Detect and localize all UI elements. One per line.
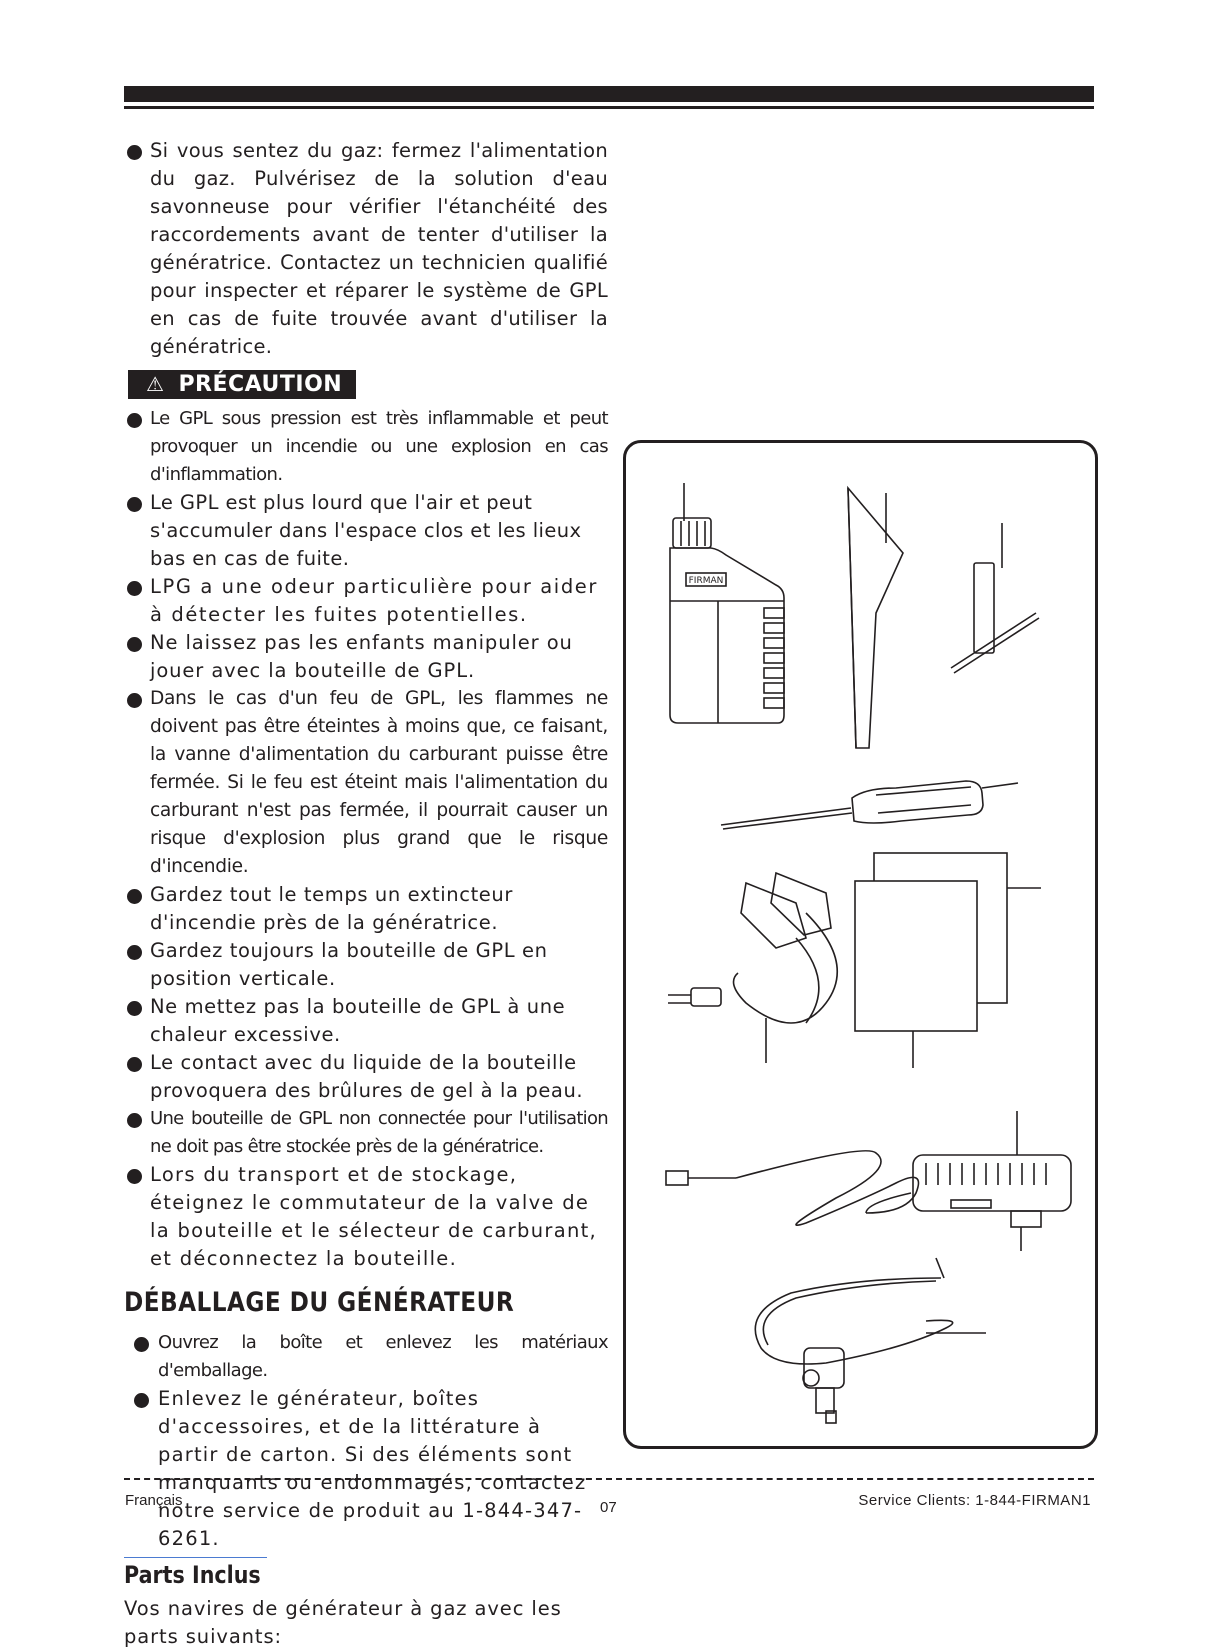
bullet-dot [127, 145, 142, 160]
screwdriver-icon [721, 781, 1018, 829]
caution-item [124, 573, 608, 629]
caution-item-text: Ne laissez pas les enfants manipuler ou jouer avec la bouteille de GPL. [150, 631, 573, 682]
gas-leak-text: Si vous sentez du gaz: fermez l'alimentation du gaz. Pulvérisez de la solution d'eau savonneuse pour vérifier l'étanchéité des raccordements avant de tenter d'utiliser la génératrice. Contactez un technicien qualifié pour inspecter et réparer le système de GPL en cas de fuite trouvée avant d'utiliser la génératrice. [150, 139, 608, 358]
warning-triangle-icon: ⚠ [146, 372, 165, 396]
caution-item-text: Lors du transport et de stockage, éteignez le commutateur de la valve de la bouteille et le sélecteur de carburant, et déconnectez la bouteille. [150, 1163, 598, 1270]
unpacking-item-text: Ouvrez la boîte et enlevez les matériaux d'emballage. [158, 1332, 608, 1381]
caution-item [124, 993, 608, 1049]
bullet-dot [127, 945, 142, 960]
caution-item [124, 881, 608, 937]
header-rule [124, 106, 1094, 109]
gas-leak-instruction [124, 137, 608, 361]
user-manual-icon [855, 853, 1041, 1068]
battery-charging-cable-icon [668, 873, 837, 1063]
caution-item [124, 937, 608, 993]
lpg-hose-icon [755, 1258, 986, 1423]
parts-illustration [626, 443, 1095, 1446]
caution-banner [128, 370, 356, 399]
header-bar [124, 86, 1094, 102]
caution-item-text: Gardez tout le temps un extincteur d'incendie près de la génératrice. [150, 883, 513, 934]
bullet-dot [127, 497, 142, 512]
spark-plug-wrench-icon [951, 523, 1039, 673]
bottom-blue-rule [124, 1557, 267, 1558]
bullet-dot [127, 581, 142, 596]
footer-dashed-rule [124, 1478, 1094, 1480]
bullet-dot [127, 1169, 142, 1184]
caution-label: PRÉCAUTION [178, 372, 343, 397]
caution-item [124, 629, 608, 685]
bullet-dot [127, 637, 142, 652]
caution-item [124, 685, 608, 881]
bullet-dot [127, 1113, 142, 1128]
caution-item-text: Le contact avec du liquide de la bouteille provoquera des brûlures de gel à la peau. [150, 1051, 584, 1102]
bullet-dot [134, 1337, 149, 1352]
bullet-dot [127, 693, 142, 708]
caution-item-text: Ne mettez pas la bouteille de GPL à une chaleur excessive. [150, 995, 566, 1046]
unpacking-item [124, 1329, 608, 1385]
parts-intro: Vos navires de générateur à gaz avec les parts suivants: [124, 1597, 562, 1648]
caution-item [124, 1105, 608, 1161]
unpacking-title: DÉBALLAGE DU GÉNÉRATEUR [124, 1287, 515, 1318]
caution-item-text: Le GPL sous pression est très inflammable et peut provoquer un incendie ou une explosion en cas d'inflammation. [150, 408, 608, 485]
caution-item-text: LPG a une odeur particulière pour aider à détecter les fuites potentielles. [150, 575, 599, 626]
parts-illustration-box [623, 440, 1098, 1449]
main-text-column [124, 137, 608, 1651]
bullet-dot [127, 889, 142, 904]
caution-item [124, 405, 608, 489]
bullet-dot [134, 1393, 149, 1408]
caution-item-text: Gardez toujours la bouteille de GPL en position verticale. [150, 939, 548, 990]
caution-item-text: Une bouteille de GPL non connectée pour l'utilisation ne doit pas être stockée près de la génératrice. [150, 1108, 608, 1157]
ac-adapter-icon [666, 1111, 1071, 1251]
funnel-icon [848, 488, 903, 748]
caution-item-text: Le GPL est plus lourd que l'air et peut s'accumuler dans l'espace clos et les lieux bas en cas de fuite. [150, 491, 582, 570]
bullet-dot [127, 1001, 142, 1016]
caution-item-text: Dans le cas d'un feu de GPL, les flammes ne doivent pas être éteintes à moins que, ce faisant, la vanne d'alimentation du carburant puisse être fermée. Si le feu est éteint mais l'alimentation du carburant n'est pas fermée, il pourrait causer un risque d'explosion plus grand que le risque d'incendie. [150, 688, 608, 877]
parts-title: Parts Inclus [124, 1561, 261, 1589]
caution-item [124, 489, 608, 573]
caution-item [124, 1049, 608, 1105]
unpacking-item [124, 1385, 608, 1553]
footer-service-phone: Service Clients: 1-844-FIRMAN1 [858, 1492, 1091, 1509]
oil-bottle-icon [670, 483, 784, 723]
bullet-dot [127, 413, 142, 428]
page-number: 07 [600, 1499, 617, 1516]
oil-bottle-brand: FIRMAN [688, 576, 724, 586]
bullet-dot [127, 1057, 142, 1072]
footer-language: Français [125, 1492, 183, 1509]
caution-item [124, 1161, 608, 1273]
unpacking-item-text: Enlevez le générateur, boîtes d'accessoires, et de la littérature à partir de carton. Si des éléments sont manquants ou endommagés, contactez notre service de produit au 1-844-347-6261. [158, 1387, 587, 1550]
